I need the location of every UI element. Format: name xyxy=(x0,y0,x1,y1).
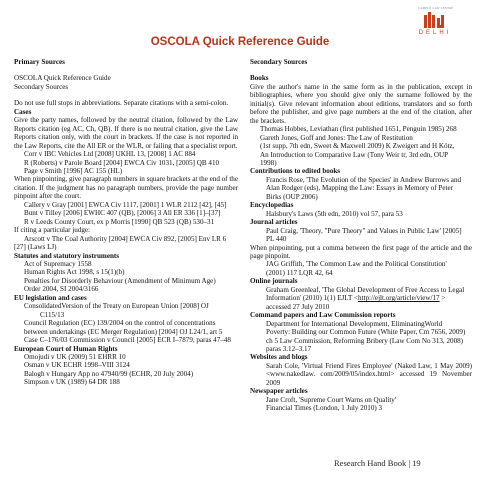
statute-item: Act of Supremacy 1558 xyxy=(24,259,92,268)
edited-book-example: Alan Rodger (eds), Mapping the Law: Essays in Memory of Peter xyxy=(266,184,453,193)
eu-item: Case C–176/03 Commission v Council [2005] ECR I–7879, paras 47–48 xyxy=(24,336,231,345)
book-example: (1st supp, 7th edn, Sweet & Maxwell 2009) K Zweigert and H Kötz, xyxy=(260,142,455,151)
journal-pinpoint-text: When pinpointing, put a comma between the first page of the article and the page pinpoint. xyxy=(250,243,472,260)
eu-item: ConsolidatedVersion of the Treaty on European Union [2008] OJ xyxy=(24,302,209,311)
echr-item: Simpson v UK (1989) 64 DR 188 xyxy=(24,378,120,387)
websites-heading: Websites and blogs xyxy=(250,353,308,362)
judge-example: [27] (Laws LJ) xyxy=(14,243,57,252)
page-title: OSCOLA Quick Reference Guide xyxy=(150,36,330,48)
command-papers-heading: Command papers and Law Commission reports xyxy=(250,311,396,320)
online-journal-example xyxy=(250,294,472,302)
institution-logo xyxy=(400,6,468,40)
online-journals-heading: Online journals xyxy=(250,277,298,286)
judge-text: If citing a particular judge: xyxy=(14,226,91,235)
encyclopedias-heading: Encyclopedias xyxy=(250,201,294,210)
case-example: Corr v IBC Vehicles Ltd [2008] UKHL 13, [2008] 1 AC 884 xyxy=(24,150,196,159)
newspaper-example: Financial Times (London, 1 July 2010) 3 xyxy=(266,404,383,413)
eu-heading: EU legislation and cases xyxy=(14,293,87,302)
statute-item: Penalties for Disorderly Behaviour (Amendment of Minimum Age) xyxy=(24,276,216,285)
website-example: Sarah Cole, 'Virtual Friend Fires Employee' (Naked Law, 1 May 2009) <www.nakedlaw. com/2009/05/index.html> accessed 19 November 2009 xyxy=(266,361,472,387)
pinpoint-example: R v Leeds County Court, ex p Morris [1990] QB 523 (QB) 530–31 xyxy=(24,217,215,226)
journal-example: PL 440 xyxy=(266,235,287,244)
book-example: 1998) xyxy=(260,158,277,167)
pinpoint-example: Bunt v Tilley [2006] EWHC 407 (QB), [2006] 3 All ER 336 [1]–[37] xyxy=(24,209,221,218)
case-example: R (Roberts) v Parole Board [2004] EWCA Civ 1031, [2005] QB 410 xyxy=(24,158,220,167)
books-heading: Books xyxy=(250,74,269,83)
command-paper-example: Poverty: Building our Common Future (White Paper, Cm 7656, 2009) xyxy=(266,328,466,337)
edited-book-example: Birks (OUP 2006) xyxy=(266,192,318,201)
secondary-sources-column xyxy=(250,58,472,413)
books-text: Give the author's name in the same form as in the publication, except in bibliographies, where you should give only the surname followed by the initial(s). Give relevant information about editions, translators and so forth before the publisher, and give page numbers at the end of the citation, after the brackets. xyxy=(250,82,472,125)
echr-item: Omojudi v UK (2009) 51 EHRR 10 xyxy=(24,352,126,361)
toc-item[interactable]: Secondary Sources xyxy=(14,82,69,91)
online-journal-example: accessed 27 July 2010 xyxy=(266,302,330,311)
case-example: Page v Smith [1996] AC 155 (HL) xyxy=(24,166,123,175)
toc-item[interactable]: OSCOLA Quick Reference Guide xyxy=(14,74,111,83)
statutes-heading: Statutes and statutory instruments xyxy=(14,251,120,260)
journal-example: Paul Craig, 'Theory, "Pure Theory" and Values in Public Law' [2005] xyxy=(266,226,462,235)
encyclopedia-example: Halsbury's Laws (5th edn, 2010) vol 57, para 53 xyxy=(266,209,403,218)
book-example: Thomas Hobbes, Leviathan (first published 1651, Penguin 1985) 268 xyxy=(260,125,457,134)
logo-mark-icon xyxy=(424,12,446,28)
online-journal-citation: Information' (2010) 1(1) EJLT < xyxy=(266,294,358,303)
command-paper-example: paras 3.12–3.17 xyxy=(266,344,312,353)
journal-pinpoint-example: (2001) 117 LQR 42, 64 xyxy=(266,268,333,277)
online-journal-link[interactable]: http://ejlt.org/article/view/17 xyxy=(357,294,440,303)
command-paper-example: Department for International Development, EliminatingWorld xyxy=(266,319,443,328)
book-example: Gareth Jones, Goff and Jones: The Law of Restitution xyxy=(260,133,413,142)
newspaper-example: Jane Croft, 'Supreme Court Warns on Quality' xyxy=(266,395,397,404)
judge-example: Arscott v The Coal Authority [2004] EWCA Civ 892, [2005] Env LR 6 xyxy=(24,234,227,243)
online-journal-example: Graham Greenleaf, 'The Global Development of Free Access to Legal xyxy=(266,285,465,294)
echr-item: Osman v UK ECHR 1998–VIII 3124 xyxy=(24,361,130,370)
edited-books-heading: Contributions to edited books xyxy=(250,167,341,176)
logo-city-text: DELHI xyxy=(418,30,452,36)
echr-item: Balogh v Hungary App no 47940/99 (ECHR, 20 July 2004) xyxy=(24,369,194,378)
cases-text: Give the party names, followed by the neutral citation, followed by the Law Reports citation (eg AC, Ch, QB). If there is no neutral citation, give the Law Reports citation only, with the court in brackets. If the case is not reported in the Law Reports, cite the All ER or the WLR, or failing that a specialist report. xyxy=(14,116,238,150)
primary-sources-column xyxy=(14,58,238,387)
abbreviation-note: Do not use full stops in abbreviations. Separate citations with a semi-colon. xyxy=(14,99,229,108)
secondary-sources-heading: Secondary Sources xyxy=(250,58,308,66)
cases-heading: Cases xyxy=(14,107,32,116)
statute-item: Order 2004, SI 2004/3166 xyxy=(24,285,99,294)
online-journal-bracket: > xyxy=(439,294,446,303)
edited-book-example: Francis Rose, 'The Evolution of the Species' in Andrew Burrows and xyxy=(266,175,462,184)
journal-pinpoint-example: JAG Griffith, 'The Common Law and the Political Constitution' xyxy=(266,260,447,269)
book-example: An Introduction to Comparative Law (Tony Weir tr, 3rd edn, OUP xyxy=(260,150,449,159)
echr-heading: European Court of Human Rights xyxy=(14,344,118,353)
page-footer: Research Hand Book | 19 xyxy=(334,458,421,468)
statute-item: Human Rights Act 1998, s 15(1)(b) xyxy=(24,268,125,277)
pinpoint-text: When pinpointing, give paragraph numbers in square brackets at the end of the citation. If the judgment has no paragraph numbers, provide the page number pinpoint after the court. xyxy=(14,175,238,201)
eu-item: Council Regulation (EC) 139/2004 on the control of concentrations xyxy=(24,319,216,328)
journal-articles-heading: Journal articles xyxy=(250,218,298,227)
newspaper-heading: Newspaper articles xyxy=(250,387,308,396)
eu-item: C115/13 xyxy=(40,310,65,319)
primary-sources-heading: Primary Sources xyxy=(14,58,65,66)
eu-item: between undertakings (EC Merger Regulation) [2004] OJ L24/1, art 5 xyxy=(24,327,223,336)
pinpoint-example: Callery v Gray [2001] EWCA Civ 1117, [2001] 1 WLR 2112 [42], [45] xyxy=(24,200,227,209)
logo-small-caption: CAMPUS LAW CENTRE xyxy=(418,6,454,9)
command-paper-example: ch 5 Law Commission, Reforming Bribery (Law Com No 313, 2008) xyxy=(266,336,464,345)
